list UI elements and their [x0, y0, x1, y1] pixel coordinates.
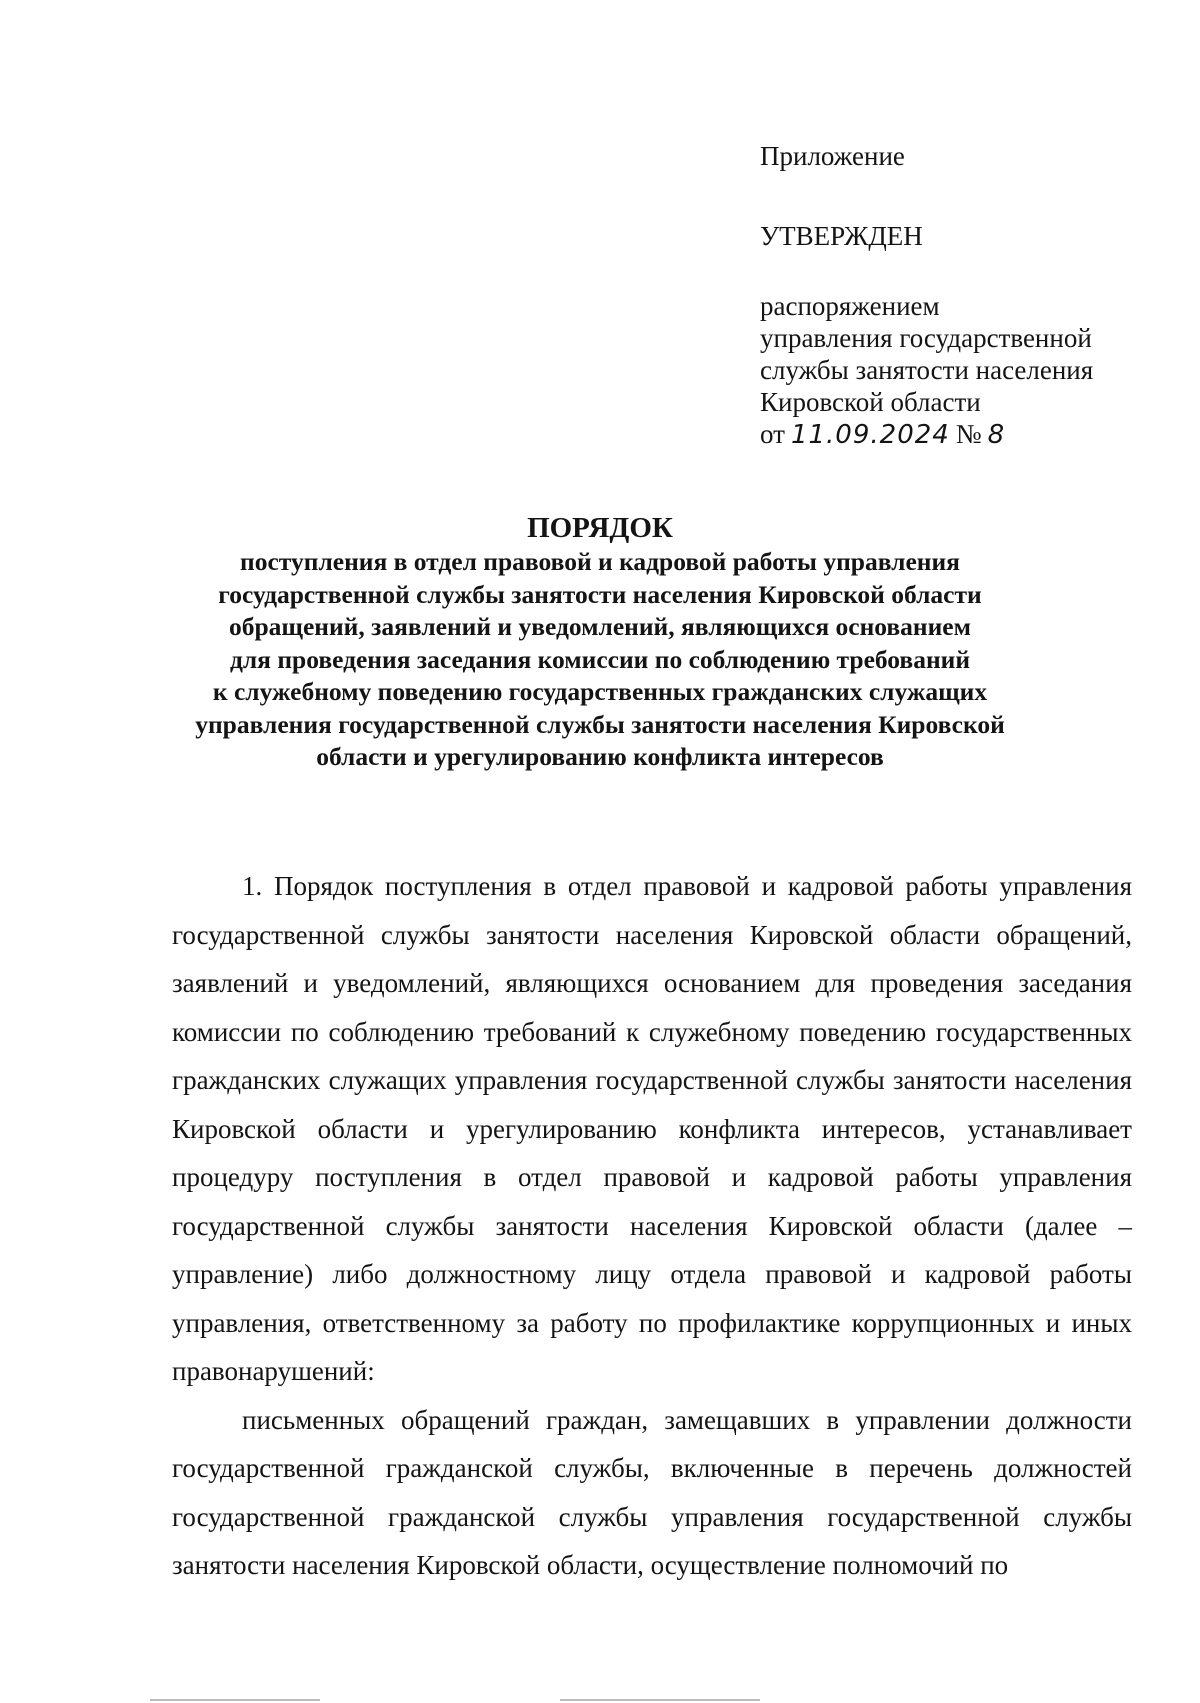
approved-stamp-label: УТВЕРЖДЕН — [760, 221, 923, 251]
date-number-line — [760, 418, 1180, 451]
date-prefix: от — [760, 419, 785, 449]
body-paragraph: 1. Порядок поступления в отдел правовой и кадровой работы управления государственной службы занятости населения Кировской области обращений, заявлений и уведомлений, являющихся основанием для проведения заседания комиссии по соблюдению требований к служебному поведению государственных гражданских служащих управления государственной службы занятости населения Кировской области и урегулированию конфликта интересов, устанавливает процедуру поступления в отдел правовой и кадровой работы управления государственной службы занятости населения Кировской области (далее – управление) либо должностному лицу отдела правовой и кадровой работы управления, ответственному за работу по профилактике коррупционных и иных правонарушений: — [172, 871, 1132, 1386]
title-main: ПОРЯДОК — [527, 512, 673, 544]
approved-by-line: Кировской области — [760, 387, 981, 417]
approved-by-line: службы занятости населения — [760, 355, 1094, 385]
handwritten-number: 8 — [987, 420, 1006, 450]
title-line: к служебному поведению государственных гражданских служащих — [212, 677, 988, 706]
appendix-label: Приложение — [760, 141, 905, 171]
approval-block — [760, 140, 1180, 451]
title-line: управления государственной службы занятости населения Кировской — [195, 709, 1005, 739]
body-paragraph: письменных обращений граждан, замещавших в управлении должности государственной гражданской службы, включенные в перечень должностей государственной гражданской службы управления государственной службы занятости населения Кировской области, осуществление полномочий по — [172, 1404, 1132, 1580]
document-title — [140, 510, 1060, 774]
title-line: области и урегулированию конфликта интересов — [316, 742, 884, 771]
title-line: обращений, заявлений и уведомлений, являющихся основанием — [229, 612, 971, 641]
document-body — [172, 862, 1132, 1590]
title-line: поступления в отдел правовой и кадровой работы управления — [240, 547, 960, 576]
handwritten-date: 11.09.2024 — [790, 420, 950, 450]
scan-edge-line — [150, 1699, 320, 1701]
title-line: государственной службы занятости населения Кировской области — [218, 579, 982, 609]
title-line: для проведения заседания комиссии по соблюдению требований — [229, 644, 971, 674]
scan-edge-line — [560, 1699, 760, 1701]
number-prefix: № — [955, 419, 982, 449]
approved-by-line: управления государственной — [760, 323, 1092, 353]
approved-by-line: распоряжением — [760, 291, 940, 321]
